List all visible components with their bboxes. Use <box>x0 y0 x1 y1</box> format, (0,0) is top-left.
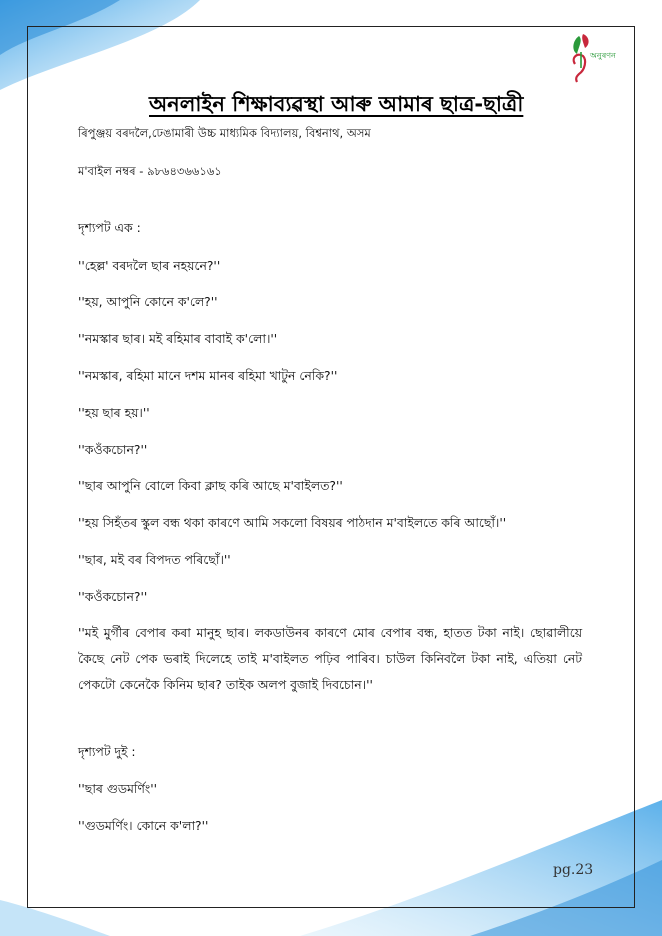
dialogue-line: ''কওঁকচোন?'' <box>78 442 148 457</box>
dialogue-paragraph: ''মই মুৰ্গীৰ বেপাৰ কৰা মানুহ ছাৰ। লকডাউনৰ কাৰণে মোৰ বেপাৰ বন্ধ, হাতত টকা নাই। ছোৱালীয়ে কৈছে নেট পেক ভৰাই দিলেহে তাই ম'বাইলত পঢ়িব পাৰিব। চাউল কিনিবলৈ টকা নাই, এতিয়া নেট পেকটো কেনেকৈ কিনিম ছাৰ? তাইক অলপ বুজাই দিবচোন।'' <box>78 625 582 692</box>
logo-text: অনুৰণন <box>590 51 616 60</box>
article-title: অনলাইন শিক্ষাব্যৱস্থা আৰু আমাৰ ছাত্ৰ-ছাত্ৰী <box>149 92 524 116</box>
dialogue-line: ''হয় ছাৰ হয়।'' <box>78 405 150 420</box>
page-frame <box>27 26 635 908</box>
mobile-line: ম'বাইল নম্বৰ - ৯৮৬৪৩৬৬১৬১ <box>78 164 222 178</box>
dialogue-line: ''হেল্ল' বৰদলৈ ছাৰ নহয়নে?'' <box>78 258 221 273</box>
author-line: ৰিপুঞ্জয় বৰদলৈ,ঢেঙামাৰী উচ্চ মাধ্যমিক বিদ্যালয়, বিশ্বনাথ, অসম <box>78 126 371 140</box>
scene-two-heading: দৃশ্যপট দুই : <box>78 744 136 759</box>
dialogue-line: ''হয় সিহঁতৰ স্কুল বন্ধ থকা কাৰণে আমি সকলো বিষয়ৰ পাঠদান ম'বাইলতে কৰি আছোঁ।'' <box>78 515 507 530</box>
dialogue-line: ''ছাৰ, মই বৰ বিপদত পৰিছোঁ।'' <box>78 552 231 567</box>
dialogue-line: ''নমস্কাৰ, ৰহিমা মানে দশম মানৰ ৰহিমা খাটুন নেকি?'' <box>78 368 338 383</box>
dialogue-line: ''ছাৰ আপুনি বোলে কিবা ক্লাছ কৰি আছে ম'বাইলত?'' <box>78 478 343 493</box>
dialogue-line: ''কওঁকচোন?'' <box>78 589 148 604</box>
scene-one-heading: দৃশ্যপট এক : <box>78 220 141 235</box>
dialogue-line: ''হয়, আপুনি কোনে ক'লে?'' <box>78 294 218 309</box>
page-number: pg.23 <box>553 862 594 878</box>
dialogue-line: ''ছাৰ গুডমৰ্ণিং'' <box>78 781 158 796</box>
dialogue-line: ''গুডমৰ্ণিং। কোনে ক'লা?'' <box>78 818 209 833</box>
dialogue-line: ''নমস্কাৰ ছাৰ। মই ৰহিমাৰ বাবাই ক'লো।'' <box>78 331 278 346</box>
